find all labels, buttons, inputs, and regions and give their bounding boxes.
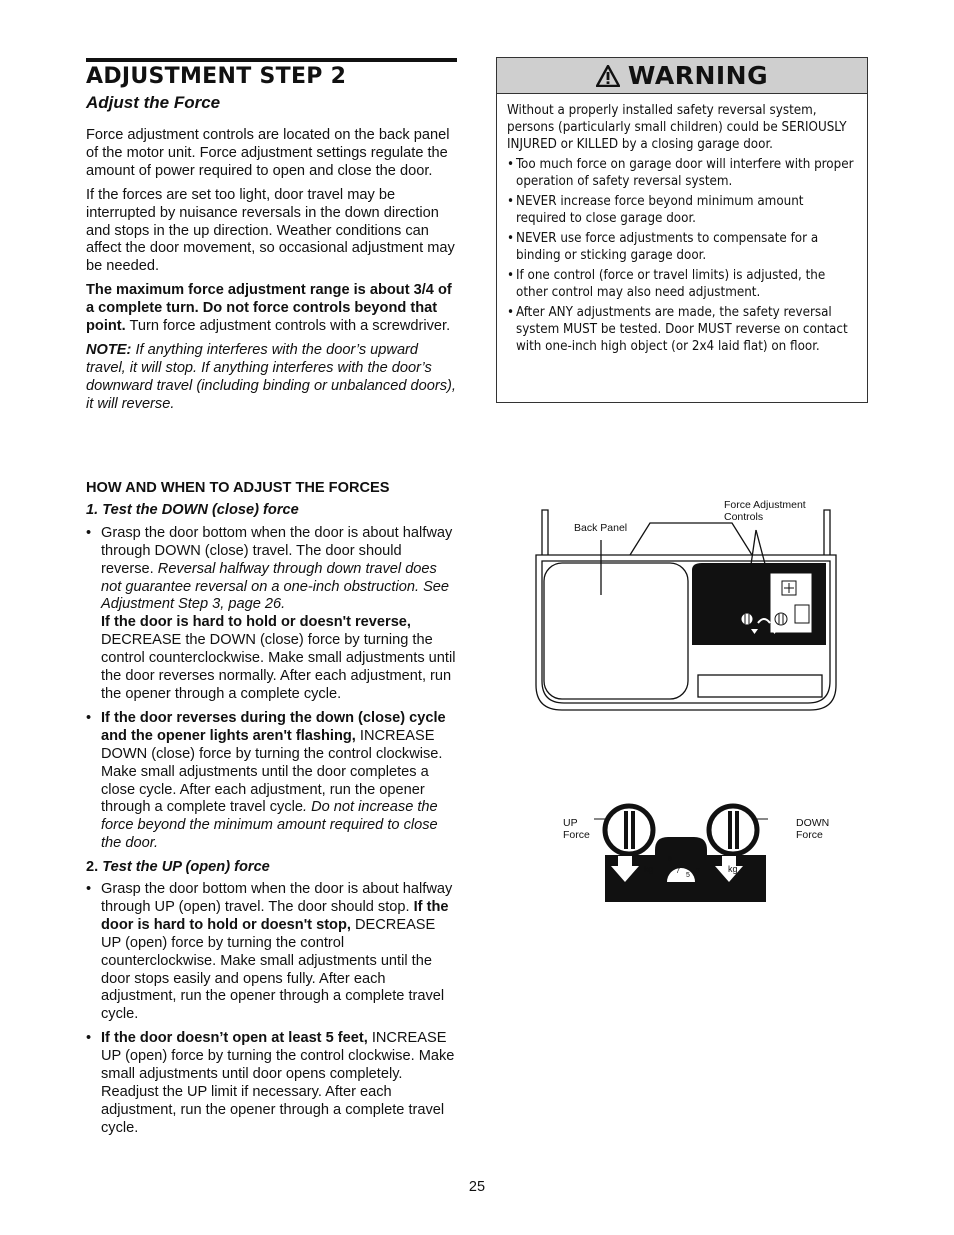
page-title: ADJUSTMENT STEP 2 [86,64,347,89]
warning-title: WARNING [627,61,769,90]
down-force-label-2: Force [796,829,823,841]
up-force-control-icon [741,613,753,625]
dial-number: 3 [696,868,700,875]
down-force-control-icon [775,613,787,625]
button-icon [795,605,809,623]
up-kg-label: kg [644,864,654,874]
step-1-bullet-1-text: Grasp the door bottom when the door is about halfway through DOWN (close) travel. The door should reverse. [101,524,453,577]
force-controls-label-2: Controls [724,511,764,523]
warning-bullet: • NEVER increase force beyond minimum amount required to close garage door. [507,193,857,227]
warning-triangle-icon [596,65,620,87]
intro-paragraph-2: If the forces are set too light, door travel may be interrupted by nuisance reversals in the down direction and stops in the up direction. Weather conditions can affect the door movement, so occasional adjustment may be needed. [86,186,455,275]
intro-paragraph-1: Force adjustment controls are located on the back panel of the motor unit. Force adjustment settings regulate the amount of power required to open and close the door. [86,127,450,179]
range-instruction-text: Turn force adjustment controls with a screwdriver. [125,318,451,335]
step-2-bullet-2 [86,1030,458,1137]
right-rail [824,510,830,555]
step-2-bullet-1 [86,881,458,1024]
step-1-bullet-2-bold: If the door reverses during the down (close) cycle and the opener lights aren't flashing, [101,709,446,744]
note-label: NOTE: [86,341,132,358]
up-force-dial-icon [605,806,653,854]
warning-box [496,57,868,403]
back-panel-label: Back Panel [574,522,628,534]
panel-vent [698,675,822,697]
step-2-bullet-2-bold: If the door doesn’t open at least 5 feet, [101,1030,368,1047]
intro-section [86,127,458,420]
warning-bullet: • After ANY adjustments are made, the safety reversal system MUST be tested. Door MUST reverse on contact with one-inch high object (or 2x4 laid flat) on floor. [507,304,857,355]
warning-bullet: • If one control (force or travel limits) is adjusted, the other control may also need adjustment. [507,267,857,301]
step-1-bullet-1 [86,525,458,704]
warning-body [497,94,867,355]
force-controls-label-1: Force Adjustment [724,499,806,511]
down-force-dial-icon [709,806,757,854]
force-controls-closeup [590,795,780,905]
page-number: 25 [468,1179,486,1195]
intro-paragraph-3 [86,282,458,336]
dial-number: 5 [686,872,690,879]
note-paragraph [86,342,458,414]
step-1-bullet-2-text: INCREASE DOWN (close) force by turning the control clockwise. Make small adjustments until the door completes a close cycle. After each adjustment, run the opener through a complete travel cycle [101,727,443,816]
step-2-title: Test the UP (open) force [98,859,270,876]
down-kg-label: kg [728,864,738,874]
warning-bullet: • Too much force on garage door will interfere with proper operation of safety reversal system. [507,156,857,190]
how-heading: HOW AND WHEN TO ADJUST THE FORCES [86,480,390,496]
dial-number: 7 [676,868,680,875]
down-force-label-1: DOWN [796,817,830,829]
range-warning-text: The maximum force adjustment range is about 3/4 of a complete turn. Do not force controls beyond that point. [86,282,452,335]
step-1-bullet-2-italic: . Do not increase the force beyond the minimum amount required to close the door. [101,799,438,852]
step-1-heading: 1. Test the DOWN (close) force [86,501,299,518]
up-force-label-1: UP [563,817,578,829]
warning-header [497,58,867,94]
step-2-bullet-1-bold: If the door is hard to hold or doesn't stop, [101,898,449,933]
motor-top [630,523,752,555]
step-1-bullet-2 [86,710,458,853]
step-2-bullet-2-text: INCREASE UP (open) force by turning the control clockwise. Make small adjustments until door opens completely. Readjust the UP limit if necessary. After each adjustment, run the opener through a complete travel cycle. [101,1030,455,1136]
dial-number: 1 [703,856,707,863]
up-force-label-2: Force [563,829,590,841]
warning-bullet: • NEVER use force adjustments to compensate for a binding or sticking garage door. [507,230,857,264]
heading-rule [86,58,457,62]
step-1-bullet-1-italic: Reversal halfway through down travel does not guarantee reversal on a one-inch obstruction. See Adjustment Step 3, page 26. [101,560,450,613]
step-1-bullet-1-bold: If the door is hard to hold or doesn't reverse, [101,614,411,631]
how-section [86,480,458,1142]
step-1-bullet-1-rest: DECREASE the DOWN (close) force by turning the control counterclockwise. Make small adjustments until the door reverses normally. After each adjustment, run the opener through a complete cycle. [101,632,456,702]
step-2-number: 2. [86,859,99,876]
left-rail [542,510,548,555]
back-panel [544,563,688,699]
page-subtitle: Adjust the Force [86,93,221,112]
note-text: If anything interferes with the door’s upward travel, it will stop. If anything interferes with the door’s downward travel (including binding or unbalanced doors), it will reverse. [86,341,456,412]
step-2-bullet-1-text: Grasp the door bottom when the door is about halfway through UP (open) travel. The door should stop. [101,881,453,915]
step-2-bullet-1-rest: DECREASE UP (open) force by turning the control counterclockwise. Make small adjustments until the door stops easily and opens fully. After each adjustment, run the opener through a complete travel cycle. [101,916,445,1023]
warning-intro: Without a properly installed safety reversal system, persons (particularly small children) could be SERIOUSLY INJURED or KILLED by a closing garage door. [507,103,847,152]
step-2-heading [86,859,458,877]
dial-number: 9 [668,856,672,863]
